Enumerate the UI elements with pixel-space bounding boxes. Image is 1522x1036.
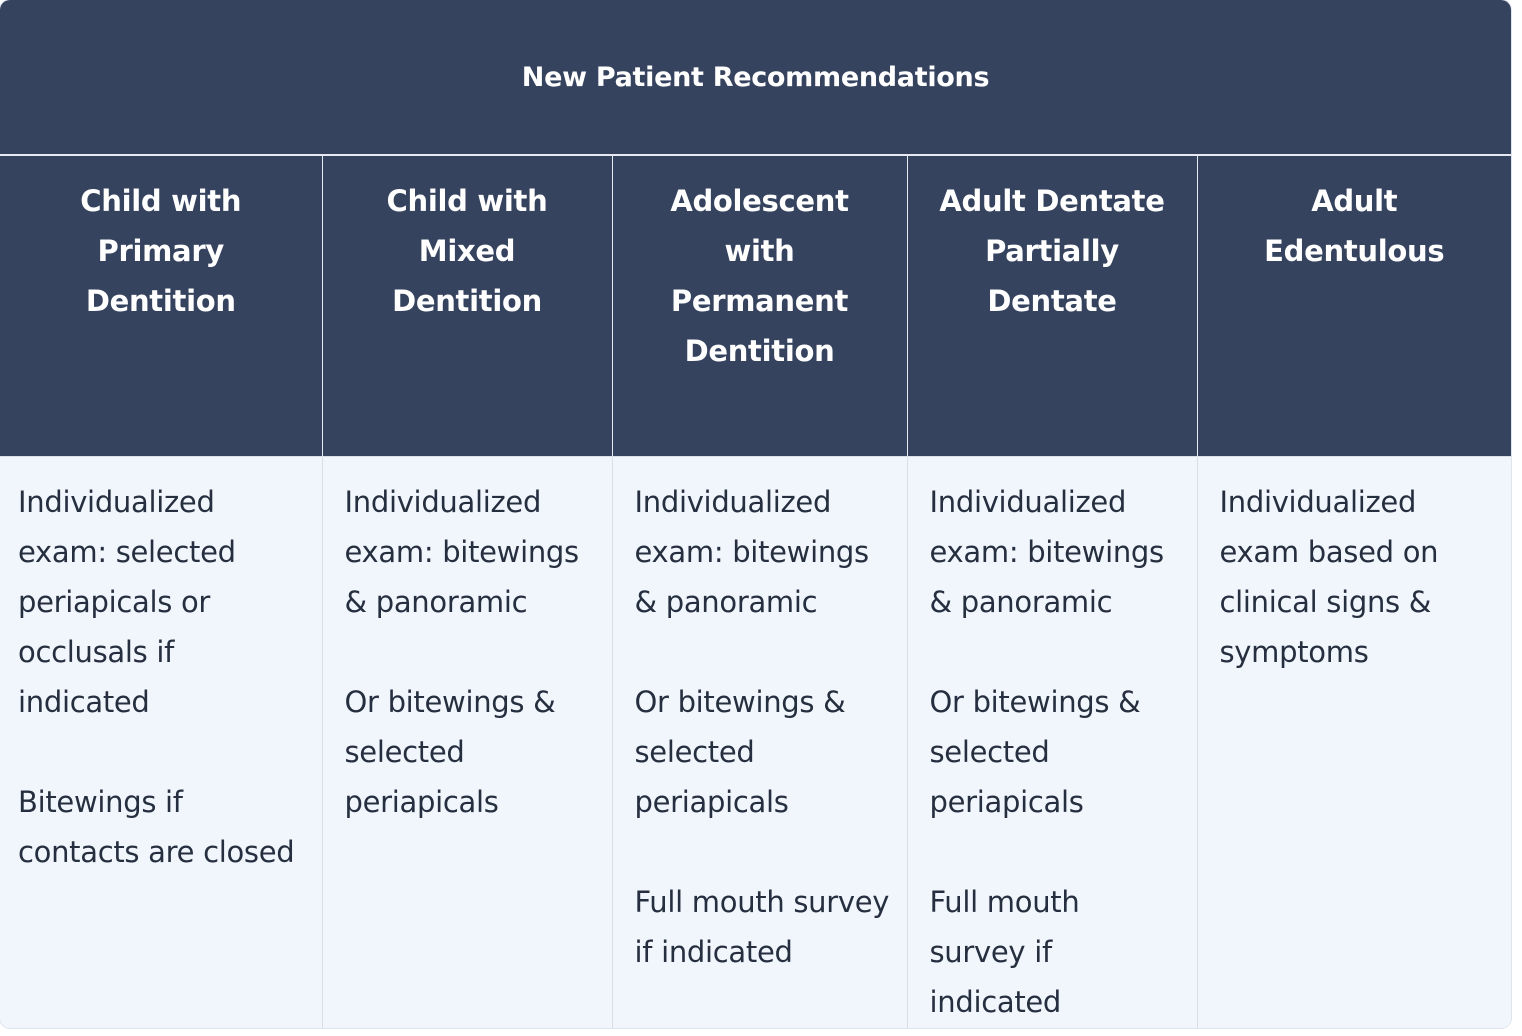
cell-paragraph: Or bitewings & selected periapicals (634, 685, 846, 819)
column-header-child-primary: Child with Primary Dentition (0, 155, 322, 457)
cell-adolescent-permanent (612, 457, 907, 1029)
cell-paragraph: Individualized exam: selected periapicals or occlusals if indicated (18, 485, 236, 719)
cell-paragraph: Individualized exam: bitewings & panoramic (344, 485, 579, 619)
cell-paragraph: Full mouth survey if indicated (929, 885, 1080, 1019)
cell-paragraph: Or bitewings & selected periapicals (929, 685, 1141, 819)
cell-paragraph: Individualized exam: bitewings & panoramic (634, 485, 869, 619)
cell-paragraph: Individualized exam based on clinical signs & symptoms (1219, 485, 1439, 669)
title-row (0, 0, 1511, 155)
cell-paragraph: Full mouth survey if indicated (634, 885, 890, 969)
cell-paragraph: Bitewings if contacts are closed (18, 785, 295, 869)
body-row (0, 457, 1511, 1029)
cell-child-mixed (322, 457, 612, 1029)
cell-paragraph: Individualized exam: bitewings & panoramic (929, 485, 1164, 619)
cell-adult-partially-dentate (907, 457, 1197, 1029)
column-header-child-mixed: Child with Mixed Dentition (322, 155, 612, 457)
table-title: New Patient Recommendations (0, 0, 1511, 155)
header-row (0, 155, 1511, 457)
cell-paragraph: Or bitewings & selected periapicals (344, 685, 556, 819)
column-header-adult-edentulous: Adult Edentulous (1197, 155, 1511, 457)
cell-adult-edentulous (1197, 457, 1511, 1029)
column-header-adult-partially-dentate: Adult Dentate Partially Dentate (907, 155, 1197, 457)
cell-child-primary (0, 457, 322, 1029)
column-header-adolescent-permanent: Adolescent with Permanent Dentition (612, 155, 907, 457)
